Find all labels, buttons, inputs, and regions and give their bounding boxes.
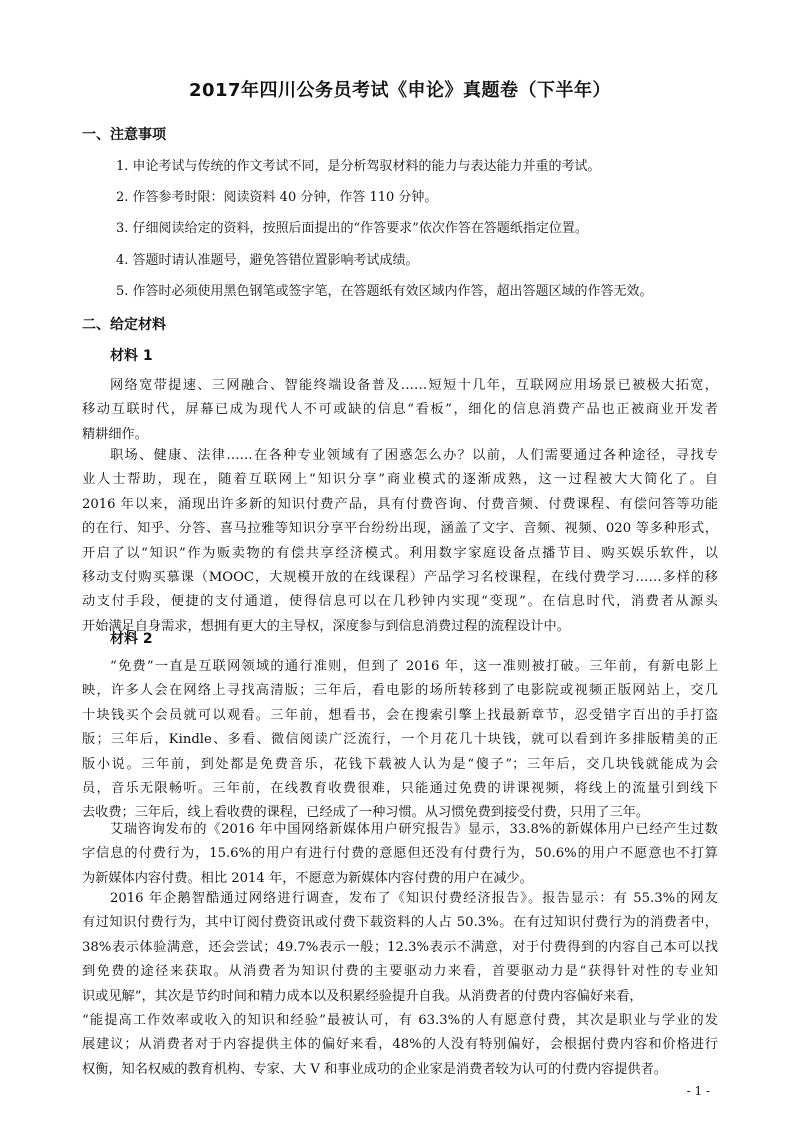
note-item: 1. 申论考试与传统的作文考试不同，是分析驾驭材料的能力与表达能力并重的考试。 [116, 159, 601, 174]
text-line: 展建议；从消费者对于内容提供主体的偏好来看，48%的人没有特别偏好，会根据付费内容和价格进行 [82, 1037, 718, 1053]
page-number: - 1 - [686, 1084, 710, 1098]
text-line: 十块钱买个会员就可以观看。三年前，想看书，会在搜索引擎上找最新章节，忍受错字百出的手打盗 [82, 707, 718, 723]
text-line: 开始满足自身需求，想拥有更大的主导权，深度参与到信息消费过程的流程设计中。 [82, 618, 570, 634]
material1-paragraph-2 [82, 444, 718, 639]
text-line: 业人士帮助，现在，随着互联网上“知识分享”商业模式的逐渐成熟，这一过程被大大简化了。自 [82, 472, 718, 488]
text-line: 版小说。三年前，到处都是免费音乐，花钱下载被人认为是“傻子”；三年后，交几块钱就能成为会 [82, 756, 718, 772]
text-line: 的在行、知乎、分答、喜马拉雅等知识分享平台纷纷出现，涵盖了文字、音频、视频、020 等多种形式， [82, 521, 718, 537]
text-line: 映，许多人会在网络上寻找高清版；三年后，看电影的场所转移到了电影院或视频正版网站上，交几 [82, 683, 718, 699]
text-line: 去收费；三年后，线上看收费的课程，已经成了一种习惯。从习惯免费到接受付费，只用了三年。 [82, 805, 650, 821]
document-title: 2017年四川公务员考试《申论》真题卷（下半年） [188, 80, 612, 101]
text-line: 2016 年以来，涌现出许多新的知识付费产品，具有付费咨询、付费音频、付费课程、有偿问答等功能 [82, 496, 718, 512]
text-line: 职场、健康、法律……在各种专业领域有了困惑怎么办？以前，人们需要通过各种途径，寻找专 [110, 448, 718, 463]
material2-paragraph-3 [82, 887, 718, 1082]
text-line: 移动支付购买慕课（MOOC，大规模开放的在线课程）产品学习名校课程，在线付费学习……多样的移 [82, 570, 718, 586]
material2-heading: 材料 2 [110, 631, 153, 647]
text-line: 2016 年企鹅智酷通过网络进行调查，发布了《知识付费经济报告》。报告显示：有 55.3%的网友 [110, 891, 718, 906]
material1-heading: 材料 1 [110, 348, 153, 364]
text-line: 版；三年后，Kindle、多看、微信阅读广泛流行，一个月花几十块钱，就可以看到许多排版精美的正 [82, 732, 718, 748]
materials-heading: 二、给定材料 [82, 317, 166, 333]
note-item: 5. 作答时必须使用黑色钢笔或签字笔，在答题纸有效区域内作答，超出答题区域的作答无效。 [116, 284, 653, 299]
text-line: 精耕细作。 [82, 426, 148, 442]
text-line: 员，音乐无限畅听。三年前，在线教育收费很难，只能通过免费的讲课视频，将线上的流量引到线下 [82, 781, 718, 797]
text-line: 移动互联时代，屏幕已成为现代人不可或缺的信息“看板”，细化的信息消费产品也正被商业开发者 [82, 402, 718, 418]
note-item: 3. 仔细阅读给定的资料，按照后面提出的“作答要求”依次作答在答题纸指定位置。 [116, 221, 588, 236]
text-line: 为新媒体内容付费。相比 2014 年，不愿意为新媒体内容付费的用户在减少。 [82, 870, 533, 886]
text-line: 38%表示体验满意，还会尝试；49.7%表示一般；12.3%表示不满意，对于付费得到的内容自己本可以找 [82, 939, 718, 955]
notes-heading: 一、注意事项 [82, 127, 166, 143]
material2-paragraph-2 [82, 818, 718, 891]
text-line: 网络宽带提速、三网融合、智能终端设备普及……短短十几年，互联网应用场景已被极大拓宽， [110, 378, 718, 393]
material1-paragraph-1 [82, 374, 718, 447]
text-line: 开启了以“知识”作为贩卖物的有偿共享经济模式。利用数字家庭设备点播节目、购买娱乐软件，以 [82, 545, 718, 561]
text-line: 权衡，知名权威的教育机构、专家、大 V 和事业成功的企业家是消费者较为认可的付费内容提供者。 [82, 1061, 667, 1077]
note-item: 4. 答题时请认准题号，避免答错位置影响考试成绩。 [116, 253, 419, 268]
text-line: 有过知识付费行为，其中订阅付费资讯或付费下载资料的人占 50.3%。在有过知识付费行为的消费者中， [82, 915, 718, 931]
material2-paragraph-1 [82, 655, 718, 826]
note-item: 2. 作答参考时限：阅读资料 40 分钟，作答 110 分钟。 [116, 190, 438, 205]
text-line: “免费”一直是互联网领域的通行准则，但到了 2016 年，这一准则被打破。三年前，有新电影上 [110, 659, 718, 674]
text-line: 到免费的途径来获取。从消费者为知识付费的主要驱动力来看，首要驱动力是“获得针对性的专业知 [82, 964, 718, 980]
text-line: 动支付手段，便捷的支付通道，使得信息可以在几秒钟内实现“变现”。在信息时代，消费者从源头 [82, 594, 718, 610]
text-line: 艾瑞咨询发布的《2016 年中国网络新媒体用户研究报告》显示，33.8%的新媒体用户已经产生过数 [110, 822, 718, 837]
text-line: 字信息的付费行为，15.6%的用户有进行付费的意愿但还没有付费行为，50.6%的用户不愿意也不打算 [82, 846, 718, 862]
text-line: 识或见解”，其次是节约时间和精力成本以及积累经验提升自我。从消费者的付费内容偏好来看， [82, 988, 643, 1004]
text-line: “能提高工作效率或收入的知识和经验”最被认可，有 63.3%的人有愿意付费，其次是职业与学业的发 [82, 1013, 718, 1029]
